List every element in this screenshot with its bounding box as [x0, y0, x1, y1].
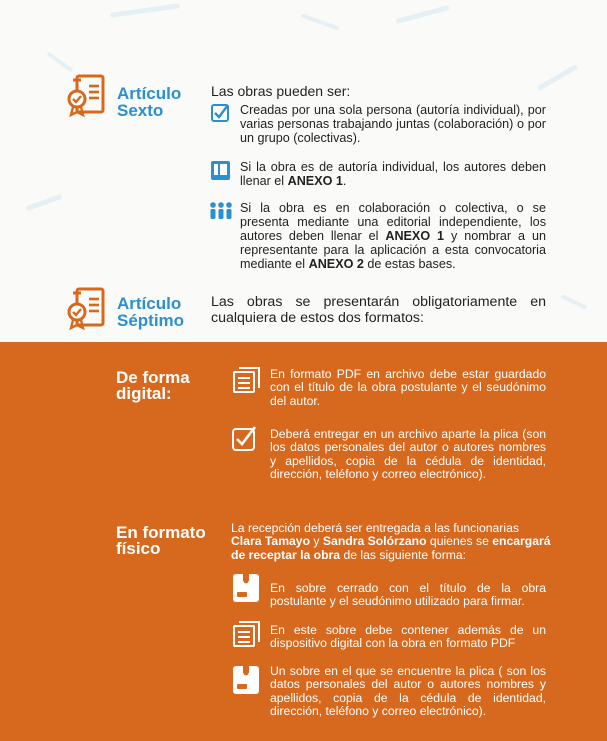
digital-item-1: En formato PDF en archivo debe estar guardado con el título de la obra postulante y el seudónimo del autor.: [270, 367, 546, 408]
book-icon: [210, 160, 231, 181]
text-part: y: [310, 534, 323, 549]
annex-ref: ANEXO 1: [287, 174, 343, 188]
article-sixth-intro: Las obras pueden ser:: [211, 83, 351, 99]
text-part: Si la obra es de autoría individual, los autores deben llenar el: [240, 160, 546, 188]
document-seal-icon: [65, 285, 109, 333]
annex-ref: ANEXO 1: [385, 229, 445, 243]
envelope-folder-icon: [231, 572, 261, 604]
physical-intro: [231, 522, 551, 562]
title-line: Artículo: [117, 294, 182, 313]
physical-item-2: En este sobre debe contener además de un dispositivo digital con la obra en formato PDF: [270, 623, 546, 651]
document-icon: [232, 620, 262, 648]
text-part: La recepción deberá ser entregada a las funcionarias: [231, 521, 519, 535]
article-sixth-item-1: Creadas por una sola persona (autoría individual), por varias personas trabajando juntas (colaboración) o por un grupo (colectivas).: [240, 103, 546, 145]
article-sixth-item-2: [240, 160, 546, 188]
person-name: Sandra Solórzano: [322, 534, 427, 549]
person-name: Clara Tamayo: [231, 534, 311, 549]
digital-heading: [116, 370, 190, 402]
physical-heading: [116, 525, 206, 557]
title-line: Séptimo: [117, 311, 185, 330]
article-seventh-intro: Las obras se presentarán obligatoriamente en cualquiera de estos dos formatos:: [211, 294, 546, 326]
title-line: Artículo: [117, 84, 182, 103]
group-people-icon: [209, 201, 233, 221]
document-icon: [232, 366, 262, 394]
checklist-icon: [210, 101, 232, 123]
heading-line: físico: [116, 539, 161, 558]
digital-item-2: Deberá entregar en un archivo aparte la plica (son los datos personales del autor o autores nombres y apellidos, copia de la cédula de identidad, dirección, teléfono y correo electrónico).: [270, 427, 546, 482]
envelope-folder-icon: [231, 664, 261, 696]
checklist-icon: [231, 424, 259, 452]
article-sixth-title: [117, 85, 181, 119]
article-sixth-item-3: [240, 201, 546, 271]
text-part: y nombrar a un representante para la aplicación a esta convocatoria mediante el: [240, 229, 546, 271]
article-seventh-title: [117, 295, 184, 329]
heading-line: En formato: [116, 523, 206, 542]
text-part: de las siguiente forma:: [340, 547, 467, 562]
torn-paper-edge: [0, 333, 607, 355]
text-part: Si la obra es en colaboración o colectiva, o se presenta mediante una editorial independiente, los autores deben llenar el: [240, 201, 546, 243]
physical-item-3: Un sobre en el que se encuentre la plica ( son los datos personales del autor o autores nombres y apellidos, copia de la cédula de identidad, dirección, teléfono y correo electrónico).: [270, 664, 546, 719]
annex-ref: ANEXO 2: [308, 257, 364, 271]
document-seal-icon: [65, 72, 109, 120]
text-part: de estas bases.: [363, 257, 456, 271]
text-part: .: [342, 174, 347, 188]
emphasis: encargará de receptar la obra: [231, 534, 551, 562]
text-part: quienes se: [426, 534, 493, 549]
physical-item-1: En sobre cerrado con el título de la obra postulante y el seudónimo utilizado para firmar.: [270, 581, 546, 609]
title-line: Sexto: [117, 101, 164, 120]
heading-line: De forma: [116, 368, 190, 387]
heading-line: digital:: [116, 384, 172, 403]
